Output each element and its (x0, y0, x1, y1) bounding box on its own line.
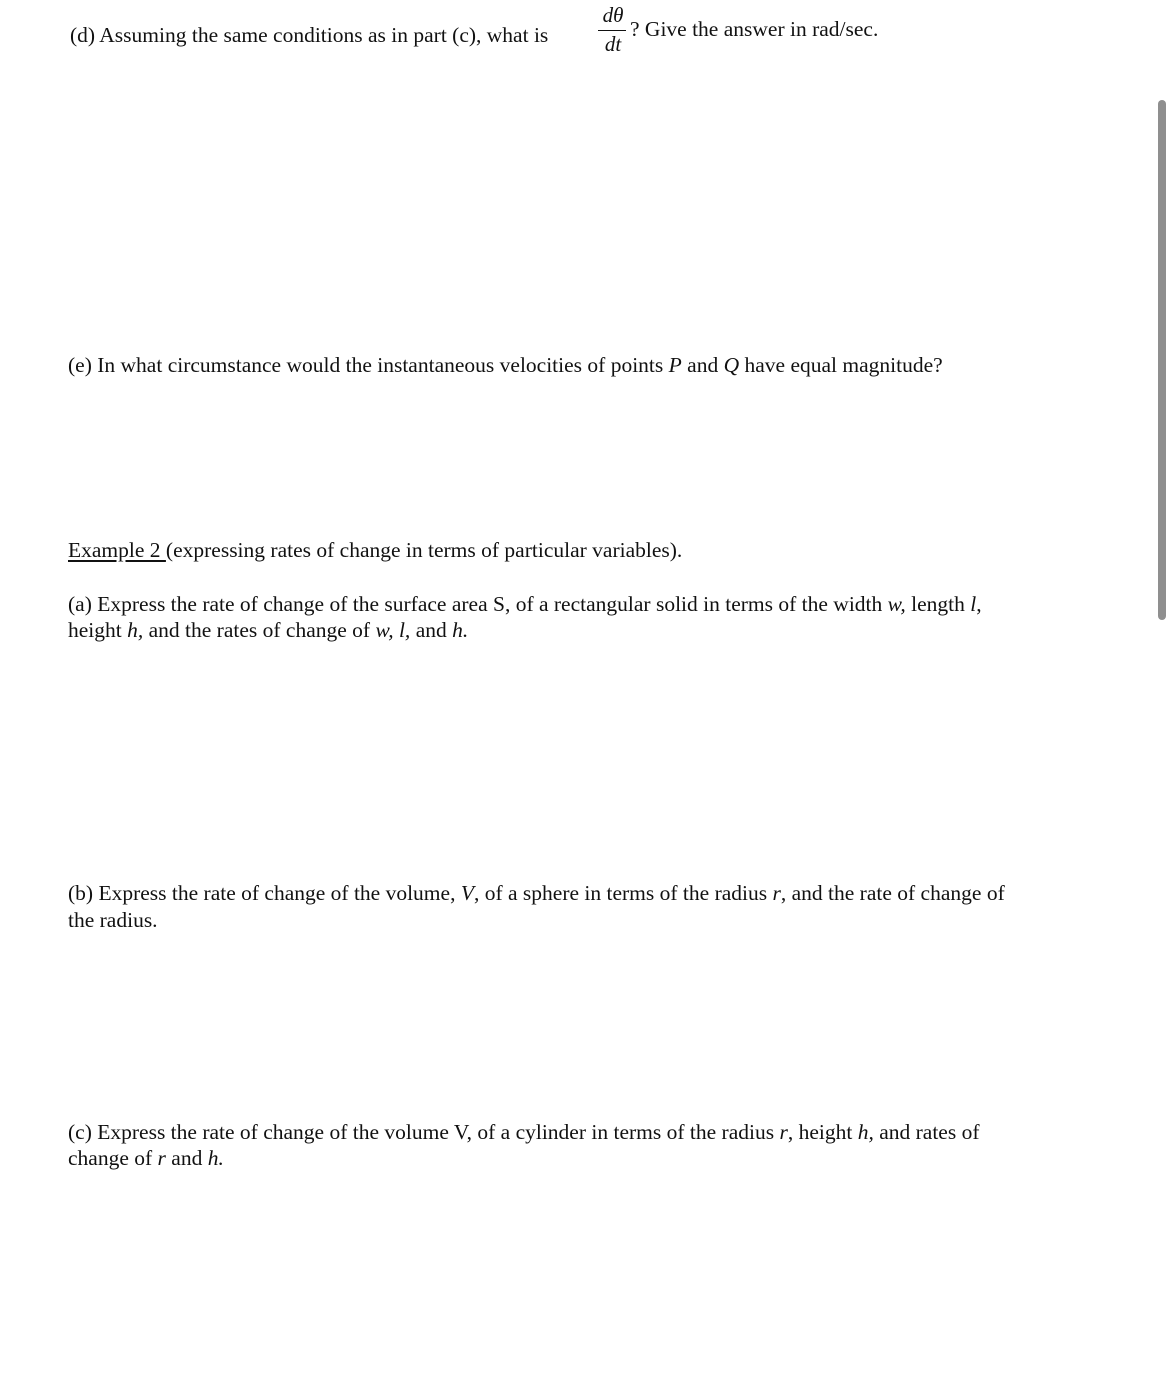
fraction-numerator: dθ (602, 3, 624, 27)
example-c-line-2 (68, 1145, 224, 1171)
example-2-label: Example 2 (68, 538, 166, 562)
ex-a-text-2: length (905, 592, 971, 616)
ex-a-text-1: (a) Express the rate of change of the surface area S, of a rectangular solid in terms of the width (68, 592, 888, 616)
point-p: P (668, 353, 682, 377)
example-c-line-1 (68, 1119, 980, 1145)
ex-b-text-3: , and the rate of change of (780, 881, 1005, 905)
ex-b-text-1: (b) Express the rate of change of the volume, (68, 881, 461, 905)
fraction-bar (598, 30, 626, 31)
example-a-line-1 (68, 591, 982, 617)
var-r-c: r (779, 1120, 788, 1144)
ex-b-text-2: , of a sphere in terms of the radius (473, 881, 773, 905)
part-d-suffix-line (630, 16, 878, 42)
ex-b-text-4: the radius. (68, 908, 158, 932)
ex-a-text-4: height (68, 618, 128, 642)
var-l: l (970, 592, 977, 616)
var-w: w, (887, 592, 906, 616)
ex-c-text-1: (c) Express the rate of change of the volume V, of a cylinder in terms of the radius (68, 1120, 780, 1144)
part-e-text-3: have equal magnitude? (739, 353, 943, 377)
var-h: h, (127, 618, 144, 642)
var-w-l: w, l, (375, 618, 411, 642)
ex-c-text-5: and (165, 1146, 208, 1170)
var-v: V (460, 881, 474, 905)
var-h-2: h. (452, 618, 469, 642)
part-d-prefix: (d) Assuming the same conditions as in part (c), what is (70, 23, 549, 47)
example-2-description: (expressing rates of change in terms of particular variables). (165, 538, 683, 562)
ex-a-text-3: , (976, 592, 982, 616)
part-d-suffix: ? Give the answer in rad/sec. (630, 17, 879, 41)
ex-c-text-2: , height (787, 1120, 858, 1144)
point-q: Q (723, 353, 740, 377)
part-e-text-2: and (681, 353, 724, 377)
fraction-denominator: dt (604, 32, 622, 56)
part-e-question (68, 352, 943, 378)
var-r-c-2: r (157, 1146, 166, 1170)
ex-a-text-5: and the rates of change of (143, 618, 376, 642)
part-d-question (70, 22, 548, 48)
var-h-c: h, (857, 1120, 874, 1144)
part-e-text-1: (e) In what circumstance would the instantaneous velocities of points (68, 353, 669, 377)
example-b-line-1 (68, 880, 1005, 906)
ex-c-text-4: change of (68, 1146, 158, 1170)
example-b-line-2 (68, 907, 158, 933)
var-h-c-2: h. (207, 1146, 224, 1170)
ex-a-text-6: and (410, 618, 453, 642)
dtheta-dt-fraction (598, 2, 628, 55)
example-2-heading (68, 537, 682, 563)
vertical-scrollbar[interactable] (1158, 100, 1166, 620)
example-a-line-2 (68, 617, 468, 643)
ex-c-text-3: and rates of (873, 1120, 980, 1144)
var-r: r (772, 881, 781, 905)
